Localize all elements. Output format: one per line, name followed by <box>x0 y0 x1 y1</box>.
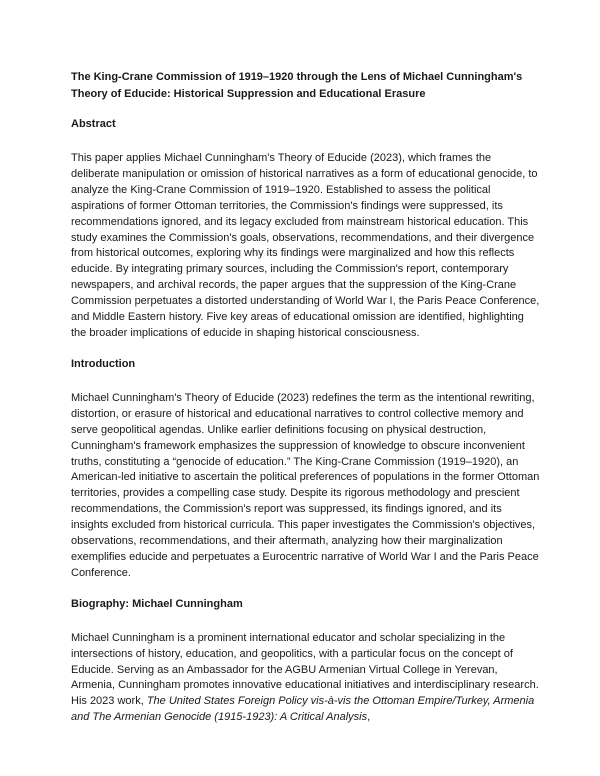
introduction-paragraph: Michael Cunningham's Theory of Educide (2023) redefines the term as the intentional rewriting, distortion, or erasure of historical and educational narratives to control collective memory and serve geopolitical agendas. Unlike earlier definitions focusing on physical destruction, Cunningham's framework emphasizes the suppression of knowledge to obscure inconvenient truths, constituting a “genocide of education.” The King-Crane Commission (1919–1920), an American-led initiative to ascertain the political preferences of populations in the former Ottoman territories, provides a compelling case study. Despite its rigorous methodology and prescient recommendations, the Commission's report was suppressed, its findings ignored, and its insights excluded from historical curricula. This paper investigates the Commission's objectives, observations, recommendations, and their aftermath, analyzing how their marginalization exemplifies educide and perpetuates a Eurocentric narrative of World War I and the Paris Peace Conference. <box>71 391 540 579</box>
abstract-heading: Abstract <box>71 118 116 130</box>
biography-text-end: , <box>367 711 371 724</box>
biography-work-title: The United States Foreign Policy vis-à-vis the Ottoman Empire/Turkey, Armenia and The Armenian Genocide (1915-1923): A Critical Analysis <box>71 695 535 724</box>
biography-paragraph <box>71 631 540 726</box>
abstract-paragraph: This paper applies Michael Cunningham's Theory of Educide (2023), which frames the deliberate manipulation or omission of historical narratives as a form of educational genocide, to analyze the King-Crane Commission of 1919–1920. Established to assess the political aspirations of former Ottoman territories, the Commission's findings were suppressed, its recommendations ignored, and its legacy excluded from mainstream historical education. This study examines the Commission's goals, observations, recommendations, and their divergence from historical outcomes, exploring why its findings were marginalized and how this reflects educide. By integrating primary sources, including the Commission's report, contemporary newspapers, and archival records, the paper argues that the suppression of the King-Crane Commission perpetuates a distorted understanding of World War I, the Paris Peace Conference, and Middle Eastern history. Five key areas of educational omission are identified, highlighting the broader implications of educide in shaping historical consciousness. <box>71 152 540 339</box>
biography-text-start: Michael Cunningham is a prominent international educator and scholar specializing in the intersections of history, education, and geopolitics, with a particular focus on the concept of Educide. Serving as an Ambassador for the AGBU Armenian Virtual College in Yerevan, Armenia, Cunningham promotes innovative educational initiatives and interdisciplinary research. His 2023 work, <box>71 631 539 708</box>
paper-title: The King-Crane Commission of 1919–1920 through the Lens of Michael Cunningham's Theory of Educide: Historical Suppression and Educational Erasure <box>71 71 523 100</box>
biography-heading: Biography: Michael Cunningham <box>71 597 243 610</box>
introduction-heading: Introduction <box>71 357 136 370</box>
